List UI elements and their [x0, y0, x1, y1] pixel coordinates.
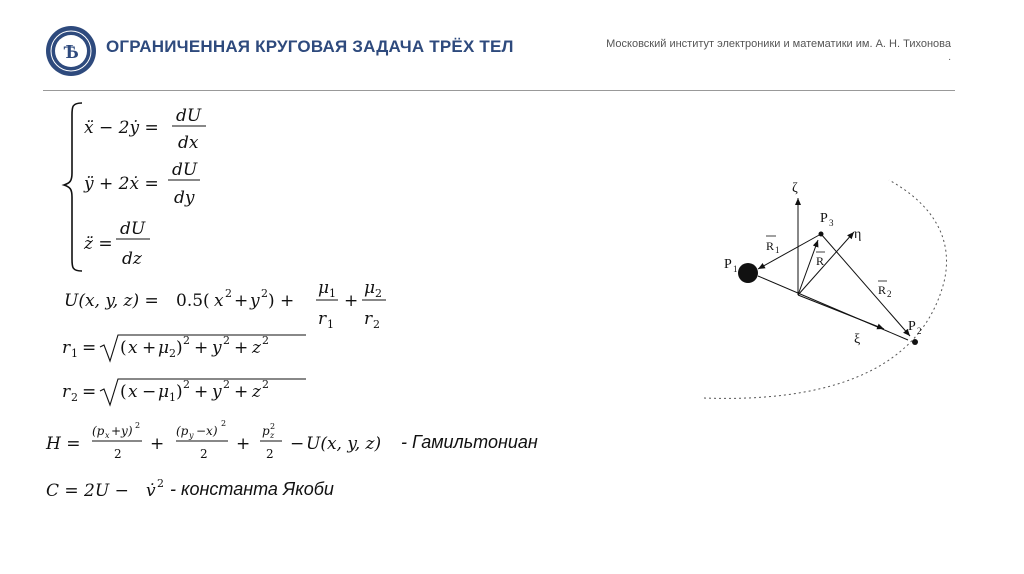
svg-text:r: r: [62, 338, 71, 358]
svg-text:2: 2: [223, 378, 230, 391]
slide-title: ОГРАНИЧЕННАЯ КРУГОВАЯ ЗАДАЧА ТРЁХ ТЕЛ: [106, 37, 514, 56]
body-p1: [738, 263, 758, 283]
svg-text:C = 2U −: C = 2U −: [46, 481, 129, 501]
svg-text:μ: μ: [364, 278, 376, 298]
svg-text:dU: dU: [120, 219, 146, 239]
svg-text:2: 2: [373, 318, 380, 331]
svg-text:2: 2: [135, 421, 141, 430]
svg-text:+y): +y): [111, 424, 133, 438]
header-divider: [43, 90, 955, 91]
r1-equation: [62, 334, 306, 361]
hamiltonian-equation: [45, 419, 538, 461]
three-body-diagram: [694, 170, 974, 410]
svg-text:ÿ + 2ẋ =: ÿ + 2ẋ =: [84, 174, 159, 194]
svg-text:y: y: [212, 338, 222, 358]
svg-text:μ: μ: [158, 382, 170, 402]
svg-text:2: 2: [114, 447, 122, 461]
svg-text:x: x: [105, 431, 110, 440]
hamiltonian-note: - Гамильтониан: [401, 432, 538, 452]
svg-text:y: y: [189, 431, 194, 440]
svg-text:+: +: [194, 382, 209, 402]
equation-x: [84, 106, 206, 153]
svg-text:2: 2: [157, 477, 164, 490]
svg-text:2: 2: [262, 334, 269, 347]
hse-logo-icon: [45, 25, 97, 77]
svg-text:2: 2: [169, 347, 176, 360]
svg-text:z: z: [270, 431, 275, 440]
svg-text:−: −: [142, 382, 157, 402]
label-p3-sub: 3: [829, 218, 834, 228]
svg-text:r: r: [364, 309, 373, 329]
institute-dot: .: [948, 52, 951, 63]
svg-text:2: 2: [183, 378, 190, 391]
svg-text:U(x, y, z) =: U(x, y, z) =: [64, 291, 159, 311]
svg-text:=: =: [82, 338, 97, 358]
label-zeta: ζ: [792, 181, 798, 196]
label-r1: R: [766, 239, 775, 253]
svg-text:+: +: [194, 338, 209, 358]
svg-text:x: x: [128, 382, 138, 402]
svg-text:x: x: [214, 291, 224, 311]
svg-text:+: +: [150, 434, 165, 454]
svg-text:1: 1: [169, 391, 176, 404]
svg-text:+: +: [142, 338, 157, 358]
potential-equation: [64, 278, 386, 331]
svg-text:−: −: [290, 434, 305, 454]
label-xi: ξ: [854, 332, 861, 347]
svg-text:U(x, y, z): U(x, y, z): [306, 434, 382, 454]
equation-z: [83, 219, 150, 269]
svg-text:r: r: [318, 309, 327, 329]
svg-text:y: y: [212, 382, 222, 402]
svg-text:(: (: [120, 338, 127, 358]
svg-text:z̈ =: z̈ =: [84, 234, 113, 254]
label-r2: R: [878, 283, 887, 297]
svg-text:2: 2: [225, 287, 232, 300]
jacobi-equation: [46, 477, 334, 501]
svg-text:+: +: [236, 434, 251, 454]
formulas: [0, 95, 640, 565]
label-eta: η: [854, 227, 862, 242]
svg-text:z: z: [252, 382, 261, 402]
svg-text:H =: H =: [46, 434, 81, 454]
svg-text:2: 2: [261, 287, 268, 300]
svg-text:): ): [176, 338, 183, 358]
r2-equation: [62, 378, 306, 405]
svg-text:2: 2: [71, 391, 78, 404]
jacobi-note: - константа Якоби: [170, 479, 334, 499]
svg-text:2: 2: [266, 447, 274, 461]
svg-text:+: +: [344, 291, 359, 311]
svg-text:(p: (p: [92, 424, 105, 438]
svg-text:dy: dy: [174, 188, 195, 208]
svg-text:=: =: [82, 382, 97, 402]
svg-text:): ): [176, 382, 183, 402]
svg-text:2: 2: [200, 447, 208, 461]
svg-text:v̇: v̇: [146, 481, 156, 501]
svg-text:y: y: [250, 291, 260, 311]
svg-text:2: 2: [270, 422, 276, 431]
institute-name: Московский институт электроники и математики им. А. Н. Тихонова: [606, 38, 951, 50]
svg-text:2: 2: [375, 287, 382, 300]
body-p2: [912, 339, 918, 345]
svg-text:2: 2: [183, 334, 190, 347]
equation-y: [83, 160, 200, 208]
svg-text:μ: μ: [158, 338, 170, 358]
svg-text:2: 2: [223, 334, 230, 347]
svg-text:dx: dx: [178, 133, 199, 153]
label-p1: P: [724, 257, 732, 272]
svg-text:1: 1: [327, 318, 334, 331]
svg-text:+: +: [234, 382, 249, 402]
label-p2-sub: 2: [917, 326, 922, 336]
svg-text:x: x: [128, 338, 138, 358]
svg-text:dz: dz: [122, 249, 142, 269]
svg-text:0.5(: 0.5(: [176, 291, 210, 311]
svg-text:(p: (p: [176, 424, 189, 438]
svg-text:) +: ) +: [268, 291, 295, 311]
svg-text:dU: dU: [172, 160, 198, 180]
svg-text:r: r: [62, 382, 71, 402]
svg-text:2: 2: [221, 419, 227, 428]
label-p3: P: [820, 211, 828, 226]
svg-text:1: 1: [71, 347, 78, 360]
label-r1-sub: 1: [775, 245, 780, 255]
svg-text:+: +: [234, 338, 249, 358]
svg-text:p: p: [262, 424, 270, 438]
svg-text:Ѣ: Ѣ: [63, 41, 79, 63]
svg-text:z: z: [252, 338, 261, 358]
svg-text:(: (: [120, 382, 127, 402]
svg-text:−x): −x): [196, 424, 218, 438]
label-r2-sub: 2: [887, 289, 892, 299]
svg-text:2: 2: [262, 378, 269, 391]
label-p1-sub: 1: [733, 264, 738, 274]
system-brace: [64, 103, 82, 271]
svg-text:ẍ − 2ẏ =: ẍ − 2ẏ =: [84, 118, 159, 138]
label-p2: P: [908, 319, 916, 334]
label-r: R: [816, 254, 825, 268]
svg-text:1: 1: [329, 287, 336, 300]
svg-text:+: +: [234, 291, 249, 311]
svg-text:μ: μ: [318, 278, 330, 298]
svg-text:dU: dU: [176, 106, 202, 126]
